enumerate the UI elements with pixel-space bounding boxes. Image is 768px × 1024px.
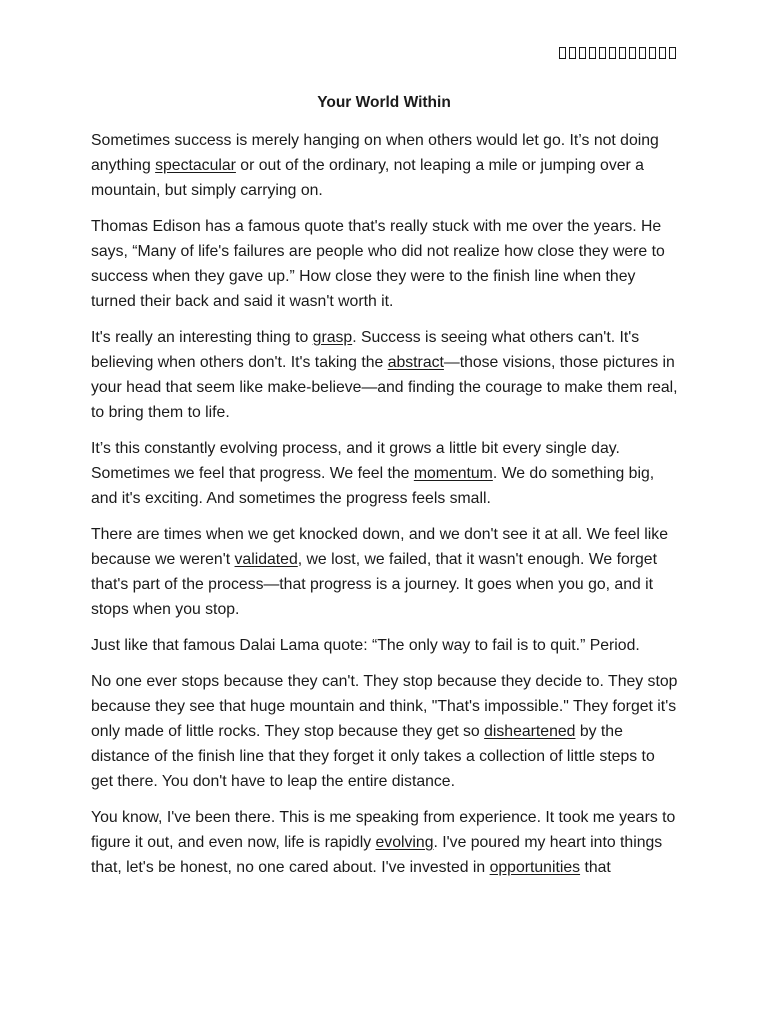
underlined-word: grasp (312, 329, 353, 346)
text-run: You know, I've been there. This is me speaking from experience. It took me years to figure it out, and even now, life is rapidly (91, 809, 676, 851)
missing-glyph-box (599, 47, 606, 59)
underlined-word: spectacular (155, 157, 236, 174)
text-run: or out of the ordinary, not leaping a mile or jumping over a mountain, but simply carrying on. (91, 157, 644, 199)
missing-glyph-box (629, 47, 636, 59)
underlined-word: validated (234, 551, 298, 568)
text-run: . We do something big, and it's exciting. And sometimes the progress feels small. (91, 465, 655, 507)
text-run: . I've poured my heart into things that, let's be honest, no one cared about. I've invested in (91, 834, 663, 876)
underlined-word: abstract (387, 354, 444, 371)
header-glyph-placeholders (559, 47, 677, 59)
missing-glyph-box (569, 47, 576, 59)
paragraph (91, 522, 681, 622)
missing-glyph-box (649, 47, 656, 59)
text-run: It's really an interesting thing to (91, 329, 313, 346)
underlined-word: momentum (413, 465, 493, 482)
document-body (91, 128, 681, 891)
text-run: by the distance of the finish line that they forget it only takes a collection of little steps to get there. You don't have to leap the entire distance. (91, 723, 655, 790)
missing-glyph-box (609, 47, 616, 59)
text-run: —those visions, those pictures in your head that seem like make-believe—and finding the courage to make them real, to bring them to life. (91, 354, 678, 421)
missing-glyph-box (579, 47, 586, 59)
paragraph (91, 214, 681, 314)
underlined-word: opportunities (489, 859, 581, 876)
underlined-word: evolving (375, 834, 434, 851)
text-run: , we lost, we failed, that it wasn't enough. We forget that's part of the process—that progress is a journey. It goes when you go, and it stops when you stop. (91, 551, 657, 618)
text-run: It’s this constantly evolving process, and it grows a little bit every single day. Sometimes we feel that progress. We feel the (91, 440, 620, 482)
text-run: that (580, 859, 611, 876)
missing-glyph-box (669, 47, 676, 59)
missing-glyph-box (659, 47, 666, 59)
text-run: Thomas Edison has a famous quote that's really stuck with me over the years. He says, “Many of life's failures are people who did not realize how close they were to success when they gave up.” How close they were to the finish line when they turned their back and said it wasn't worth it. (91, 218, 665, 310)
paragraph (91, 436, 681, 511)
text-run: . Success is seeing what others can't. It's believing when others don't. It's taking the (91, 329, 640, 371)
text-run: There are times when we get knocked down, and we don't see it at all. We feel like because we weren't (91, 526, 668, 568)
document-title: Your World Within (317, 94, 451, 111)
missing-glyph-box (619, 47, 626, 59)
underlined-word: disheartened (484, 723, 576, 740)
paragraph (91, 633, 681, 658)
paragraph (91, 805, 681, 880)
paragraph (91, 669, 681, 794)
text-run: No one ever stops because they can't. They stop because they decide to. They stop because they see that huge mountain and think, "That's impossible." They forget it's only made of little rocks. They stop because they get so (91, 673, 678, 740)
paragraph (91, 325, 681, 425)
missing-glyph-box (559, 47, 566, 59)
missing-glyph-box (589, 47, 596, 59)
paragraph (91, 128, 681, 203)
text-run: Just like that famous Dalai Lama quote: “The only way to fail is to quit.” Period. (91, 637, 640, 654)
text-run: Sometimes success is merely hanging on when others would let go. It’s not doing anything (91, 132, 659, 174)
missing-glyph-box (639, 47, 646, 59)
